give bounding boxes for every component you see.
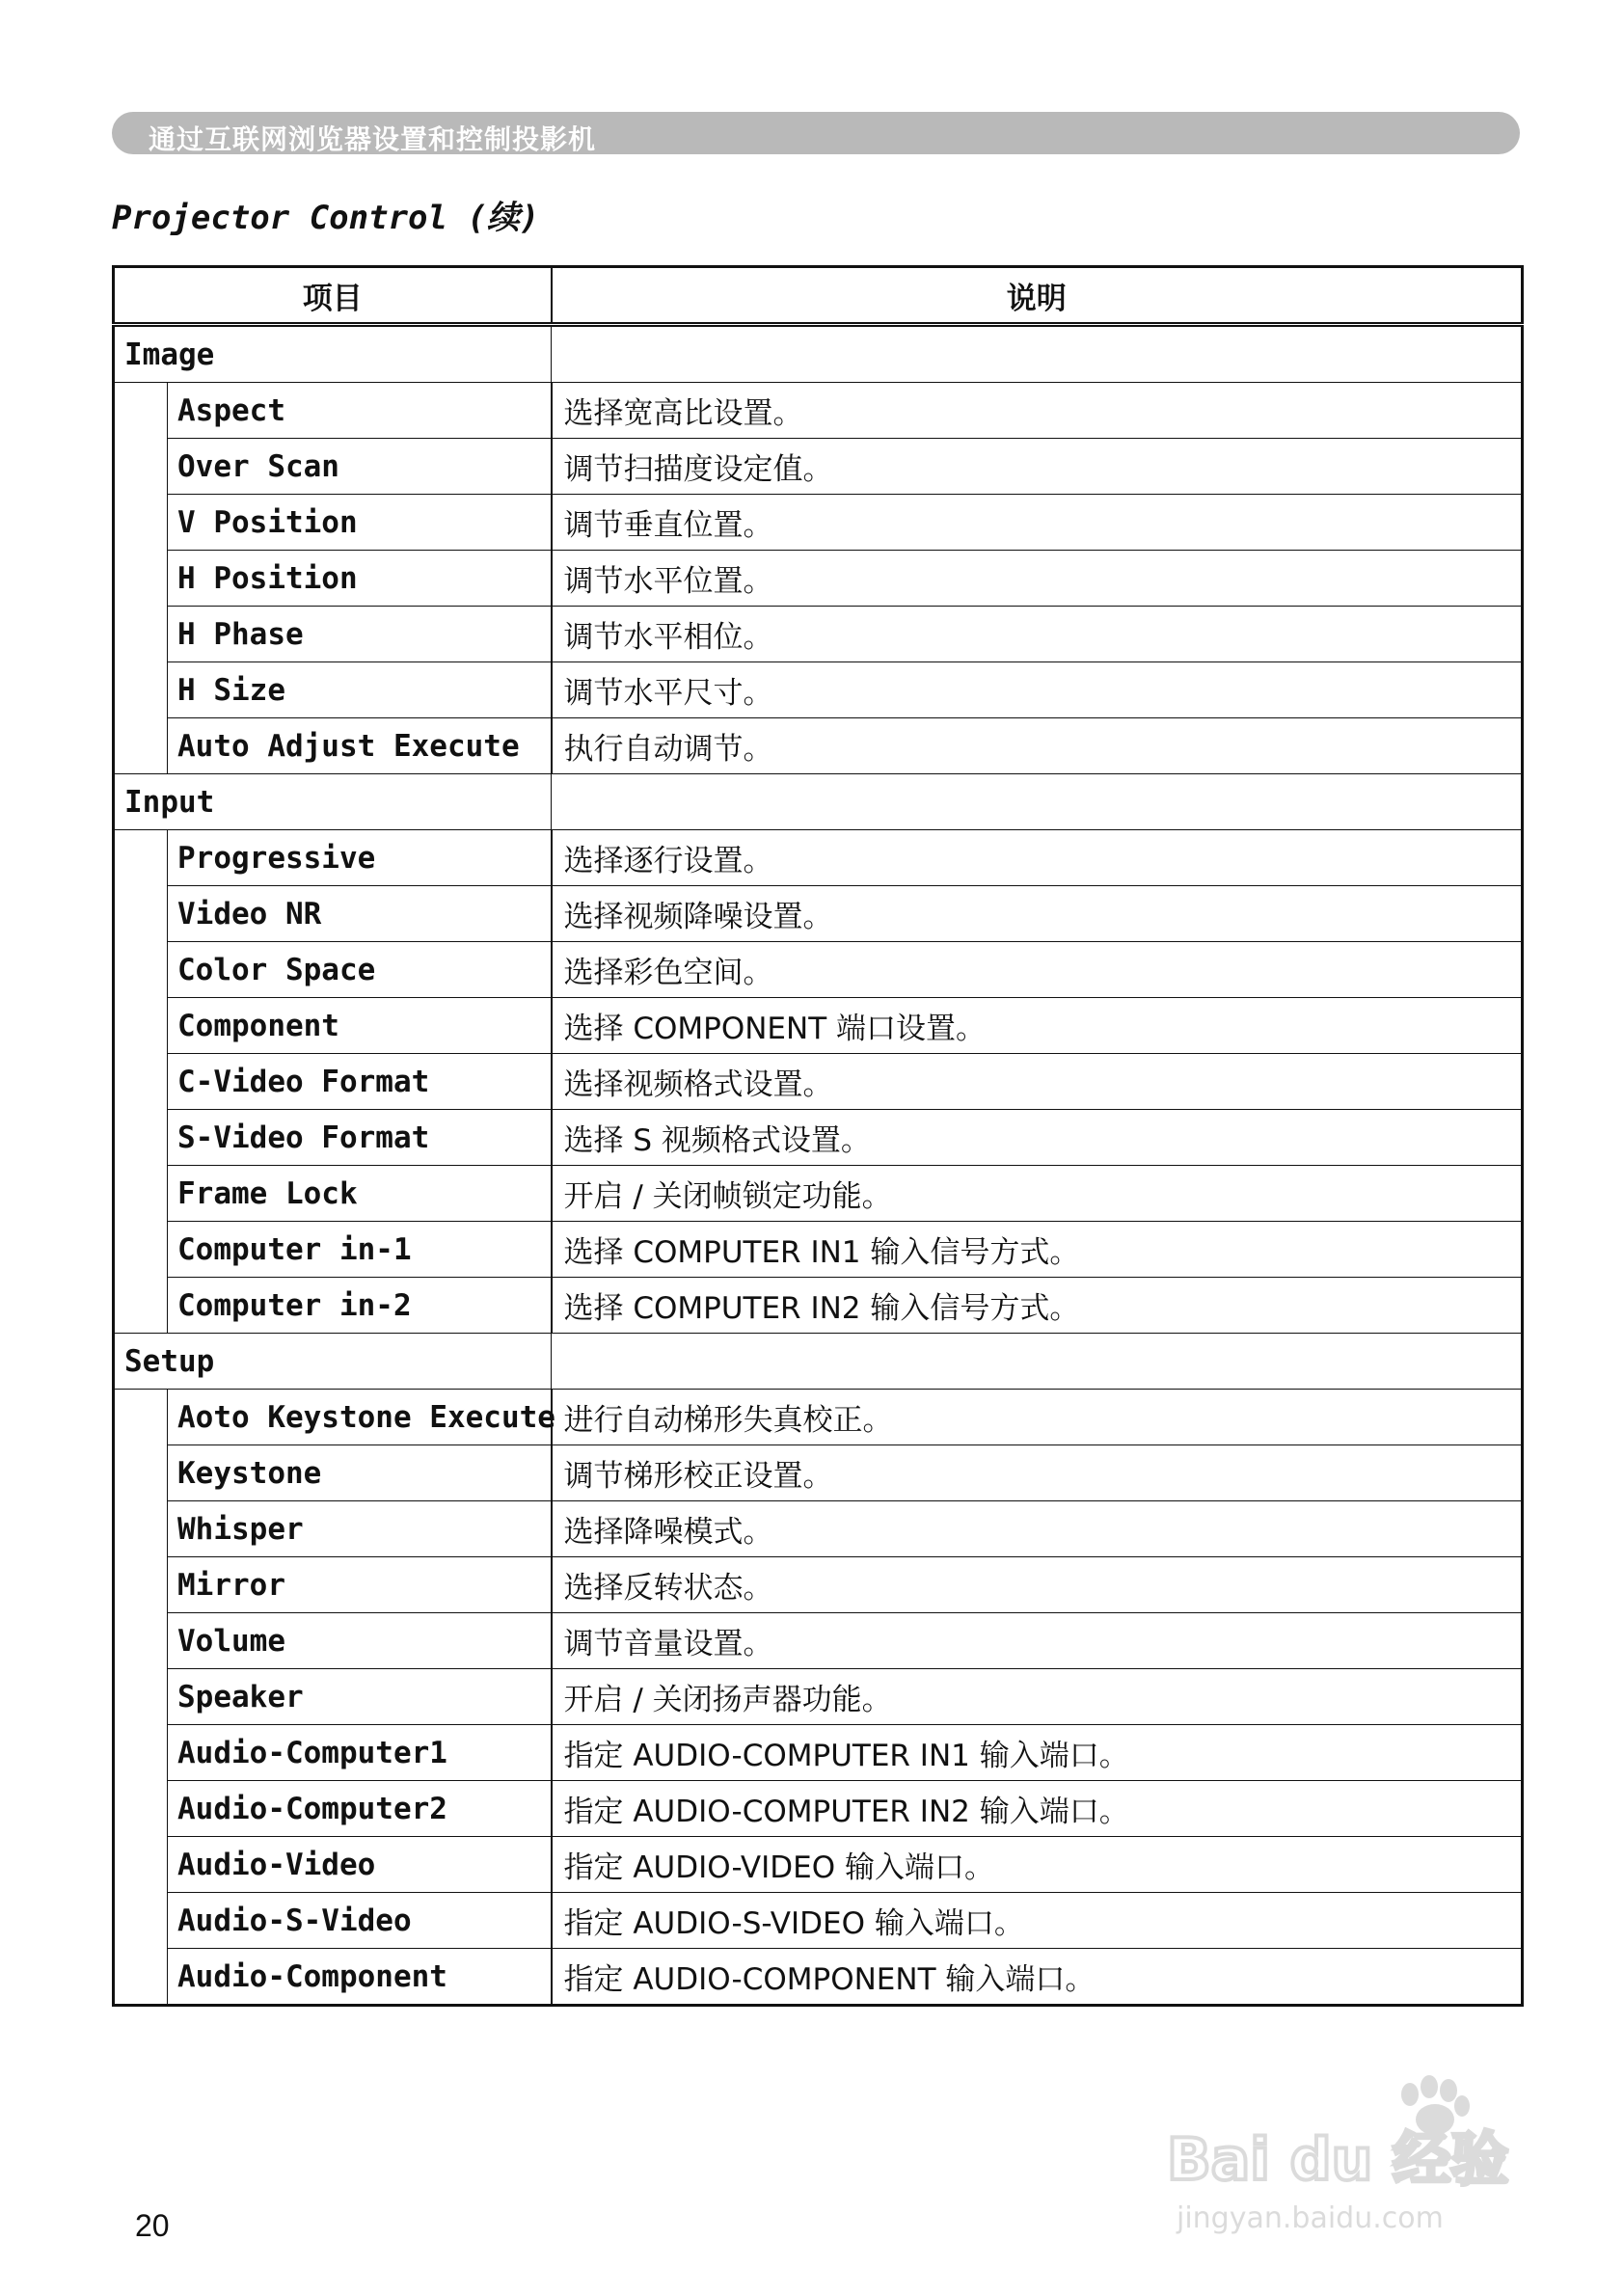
table-row xyxy=(114,1222,1523,1278)
watermark-url: jingyan.baidu.com xyxy=(1177,2201,1444,2235)
table-row xyxy=(114,1669,1523,1725)
indent-cell xyxy=(114,662,168,718)
item-description: 选择视频降噪设置。 xyxy=(552,886,1523,942)
table-row xyxy=(114,1557,1523,1613)
item-name: Speaker xyxy=(168,1669,552,1725)
table-row xyxy=(114,830,1523,886)
indent-cell xyxy=(114,1781,168,1837)
table-row xyxy=(114,439,1523,495)
item-description: 调节水平相位。 xyxy=(552,607,1523,662)
indent-cell xyxy=(114,383,168,439)
indent-cell xyxy=(114,1166,168,1222)
item-description: 指定 AUDIO-S-VIDEO 输入端口。 xyxy=(552,1893,1523,1949)
item-name: Computer in-1 xyxy=(168,1222,552,1278)
table-row xyxy=(114,1725,1523,1781)
table-row xyxy=(114,551,1523,607)
table-row xyxy=(114,886,1523,942)
column-header-description: 说明 xyxy=(552,267,1523,325)
item-name: Over Scan xyxy=(168,439,552,495)
item-name: Audio-Computer2 xyxy=(168,1781,552,1837)
item-description: 调节音量设置。 xyxy=(552,1613,1523,1669)
table-body xyxy=(114,325,1523,2006)
table-row xyxy=(114,495,1523,551)
item-name: Color Space xyxy=(168,942,552,998)
item-description: 选择彩色空间。 xyxy=(552,942,1523,998)
column-header-item: 项目 xyxy=(114,267,552,325)
indent-cell xyxy=(114,1837,168,1893)
indent-cell xyxy=(114,1557,168,1613)
table-row xyxy=(114,607,1523,662)
item-description: 调节垂直位置。 xyxy=(552,495,1523,551)
item-name: Progressive xyxy=(168,830,552,886)
indent-cell xyxy=(114,1110,168,1166)
indent-cell xyxy=(114,942,168,998)
item-name: Component xyxy=(168,998,552,1054)
table-row xyxy=(114,1278,1523,1334)
group-row xyxy=(114,325,1523,383)
item-description: 选择视频格式设置。 xyxy=(552,1054,1523,1110)
indent-cell xyxy=(114,551,168,607)
group-label: Input xyxy=(114,774,552,830)
table-row xyxy=(114,718,1523,774)
header-title: 通过互联网浏览器设置和控制投影机 xyxy=(149,123,597,155)
item-description: 调节扫描度设定值。 xyxy=(552,439,1523,495)
item-name: Aoto Keystone Execute xyxy=(168,1390,552,1445)
group-description-cell xyxy=(552,1334,1523,1390)
item-description: 选择降噪模式。 xyxy=(552,1501,1523,1557)
group-description-cell xyxy=(552,325,1523,383)
table-row xyxy=(114,1166,1523,1222)
table-row xyxy=(114,998,1523,1054)
item-name: H Position xyxy=(168,551,552,607)
item-description: 选择 COMPONENT 端口设置。 xyxy=(552,998,1523,1054)
watermark-logo-text: Bai du 经验 xyxy=(1167,2126,1509,2194)
table-row xyxy=(114,662,1523,718)
group-label: Setup xyxy=(114,1334,552,1390)
item-description: 执行自动调节。 xyxy=(552,718,1523,774)
baidu-jingyan-watermark xyxy=(1157,2073,1543,2247)
indent-cell xyxy=(114,1613,168,1669)
item-name: Whisper xyxy=(168,1501,552,1557)
item-description: 指定 AUDIO-COMPUTER IN2 输入端口。 xyxy=(552,1781,1523,1837)
item-name: H Size xyxy=(168,662,552,718)
indent-cell xyxy=(114,1445,168,1501)
projector-control-table xyxy=(112,265,1524,2007)
item-description: 调节水平尺寸。 xyxy=(552,662,1523,718)
table-row xyxy=(114,1390,1523,1445)
item-name: Audio-Component xyxy=(168,1949,552,2006)
item-description: 选择 COMPUTER IN2 输入信号方式。 xyxy=(552,1278,1523,1334)
table-row xyxy=(114,1445,1523,1501)
indent-cell xyxy=(114,1725,168,1781)
table-row xyxy=(114,1837,1523,1893)
page-number: 20 xyxy=(135,2208,170,2243)
indent-cell xyxy=(114,1054,168,1110)
indent-cell xyxy=(114,1390,168,1445)
item-description: 调节水平位置。 xyxy=(552,551,1523,607)
indent-cell xyxy=(114,886,168,942)
indent-cell xyxy=(114,495,168,551)
indent-cell xyxy=(114,439,168,495)
item-name: Audio-Computer1 xyxy=(168,1725,552,1781)
indent-cell xyxy=(114,1501,168,1557)
header-bar xyxy=(112,112,1520,154)
group-row xyxy=(114,1334,1523,1390)
item-name: Frame Lock xyxy=(168,1166,552,1222)
table-row xyxy=(114,1781,1523,1837)
indent-cell xyxy=(114,1949,168,2006)
table-row xyxy=(114,1893,1523,1949)
item-name: Computer in-2 xyxy=(168,1278,552,1334)
table-row xyxy=(114,383,1523,439)
table-header-row xyxy=(114,267,1523,325)
item-name: Audio-S-Video xyxy=(168,1893,552,1949)
item-description: 指定 AUDIO-VIDEO 输入端口。 xyxy=(552,1837,1523,1893)
item-description: 指定 AUDIO-COMPUTER IN1 输入端口。 xyxy=(552,1725,1523,1781)
item-description: 选择 COMPUTER IN1 输入信号方式。 xyxy=(552,1222,1523,1278)
item-name: Mirror xyxy=(168,1557,552,1613)
indent-cell xyxy=(114,1669,168,1725)
item-description: 开启 / 关闭帧锁定功能。 xyxy=(552,1166,1523,1222)
item-name: Auto Adjust Execute xyxy=(168,718,552,774)
group-label: Image xyxy=(114,325,552,383)
table-row xyxy=(114,942,1523,998)
table-row xyxy=(114,1110,1523,1166)
table-row xyxy=(114,1501,1523,1557)
group-description-cell xyxy=(552,774,1523,830)
indent-cell xyxy=(114,718,168,774)
item-name: C-Video Format xyxy=(168,1054,552,1110)
table-row xyxy=(114,1949,1523,2006)
indent-cell xyxy=(114,1222,168,1278)
indent-cell xyxy=(114,1278,168,1334)
section-title: Projector Control (续) xyxy=(112,199,540,237)
indent-cell xyxy=(114,830,168,886)
item-name: Aspect xyxy=(168,383,552,439)
item-name: Audio-Video xyxy=(168,1837,552,1893)
item-description: 选择 S 视频格式设置。 xyxy=(552,1110,1523,1166)
item-description: 指定 AUDIO-COMPONENT 输入端口。 xyxy=(552,1949,1523,2006)
item-description: 选择逐行设置。 xyxy=(552,830,1523,886)
table-row xyxy=(114,1613,1523,1669)
item-name: H Phase xyxy=(168,607,552,662)
item-name: Video NR xyxy=(168,886,552,942)
item-description: 开启 / 关闭扬声器功能。 xyxy=(552,1669,1523,1725)
item-description: 选择反转状态。 xyxy=(552,1557,1523,1613)
item-name: Volume xyxy=(168,1613,552,1669)
indent-cell xyxy=(114,998,168,1054)
table-row xyxy=(114,1054,1523,1110)
item-name: S-Video Format xyxy=(168,1110,552,1166)
group-row xyxy=(114,774,1523,830)
item-name: Keystone xyxy=(168,1445,552,1501)
item-description: 选择宽高比设置。 xyxy=(552,383,1523,439)
item-description: 进行自动梯形失真校正。 xyxy=(552,1390,1523,1445)
item-description: 调节梯形校正设置。 xyxy=(552,1445,1523,1501)
indent-cell xyxy=(114,607,168,662)
indent-cell xyxy=(114,1893,168,1949)
item-name: V Position xyxy=(168,495,552,551)
